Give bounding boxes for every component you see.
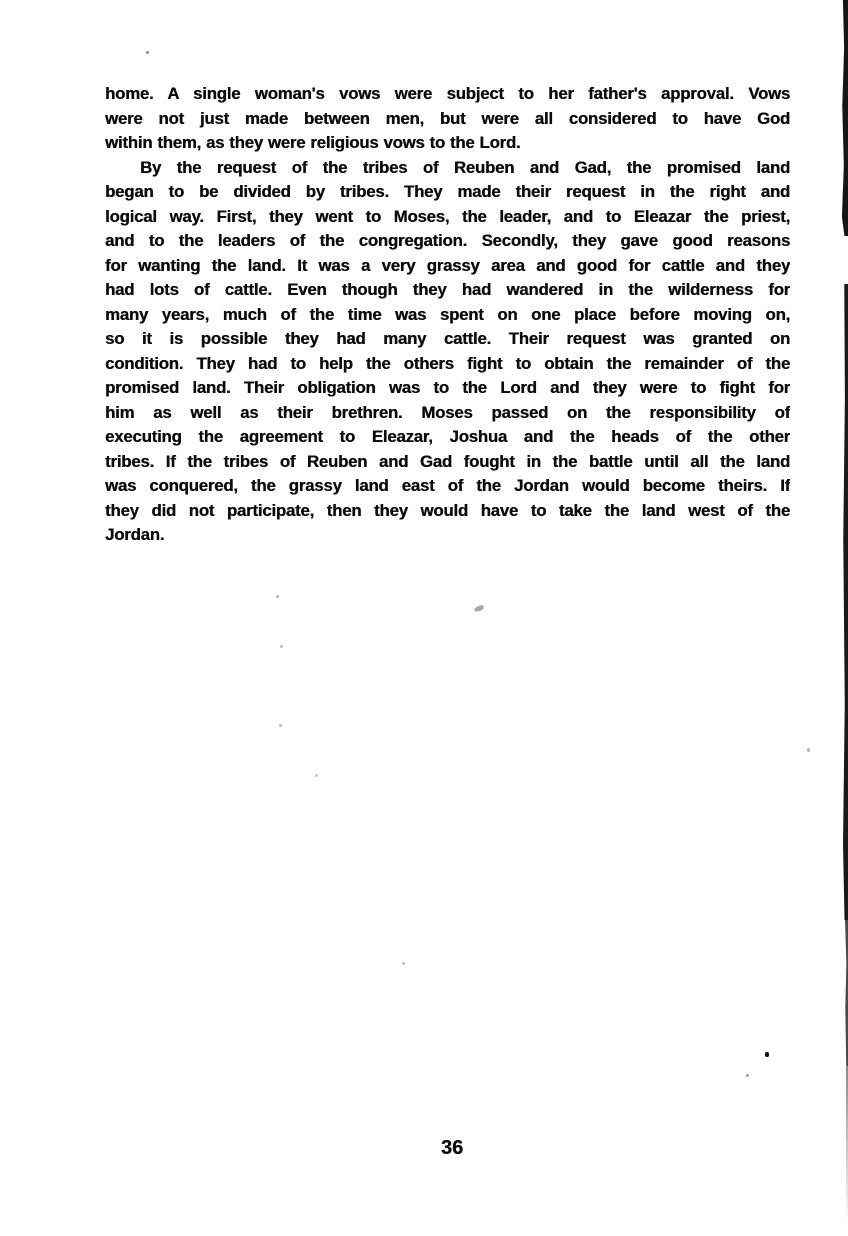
paragraph <box>105 82 790 156</box>
scan-speck <box>280 645 283 648</box>
text-line: they did not participate, then they would have to take the land west of the <box>105 500 790 520</box>
scan-edge-artifact <box>842 0 848 236</box>
scan-speck <box>279 724 282 727</box>
scan-speck <box>746 1074 749 1077</box>
scan-speck <box>146 51 149 54</box>
text-line: within them, as they were religious vows to the Lord. <box>105 133 521 152</box>
text-line: was conquered, the grassy land east of the Jordan would become theirs. If <box>105 476 790 495</box>
text-line: for wanting the land. It was a very grassy area and good for cattle and they <box>105 255 790 275</box>
scan-edge-artifact <box>843 284 848 920</box>
scan-speck <box>765 1052 769 1057</box>
scan-speck <box>807 748 810 752</box>
text-line: so it is possible they had many cattle. Their request was granted on <box>105 329 790 348</box>
page-number: 36 <box>440 1137 464 1159</box>
text-line: executing the agreement to Eleazar, Joshua and the heads of the other <box>105 427 790 446</box>
text-line: home. A single woman's vows were subject to her father's approval. Vows <box>105 84 790 103</box>
text-line: and to the leaders of the congregation. Secondly, they gave good reasons <box>105 231 790 250</box>
text-line: had lots of cattle. Even though they had wandered in the wilderness for <box>105 280 790 299</box>
text-line: were not just made between men, but were all considered to have God <box>105 108 790 128</box>
text-line: began to be divided by tribes. They made their request in the right and <box>105 182 790 201</box>
scan-speck <box>402 962 405 965</box>
scan-speck <box>315 774 318 777</box>
text-line: him as well as their brethren. Moses passed on the responsibility of <box>105 402 790 422</box>
text-line: logical way. First, they went to Moses, the leader, and to Eleazar the priest, <box>105 206 790 226</box>
text-line: tribes. If the tribes of Reuben and Gad fought in the battle until all the land <box>105 451 790 471</box>
text-line: promised land. Their obligation was to the Lord and they were to fight for <box>105 378 790 397</box>
scan-speck <box>276 595 279 598</box>
paragraph <box>105 156 790 548</box>
body-text <box>105 82 790 548</box>
text-line: condition. They had to help the others fight to obtain the remainder of the <box>105 353 790 373</box>
text-line: many years, much of the time was spent on one place before moving on, <box>105 304 790 324</box>
text-line: By the request of the tribes of Reuben and Gad, the promised land <box>140 157 790 177</box>
text-line: Jordan. <box>105 525 165 544</box>
scan-speck <box>473 604 484 612</box>
